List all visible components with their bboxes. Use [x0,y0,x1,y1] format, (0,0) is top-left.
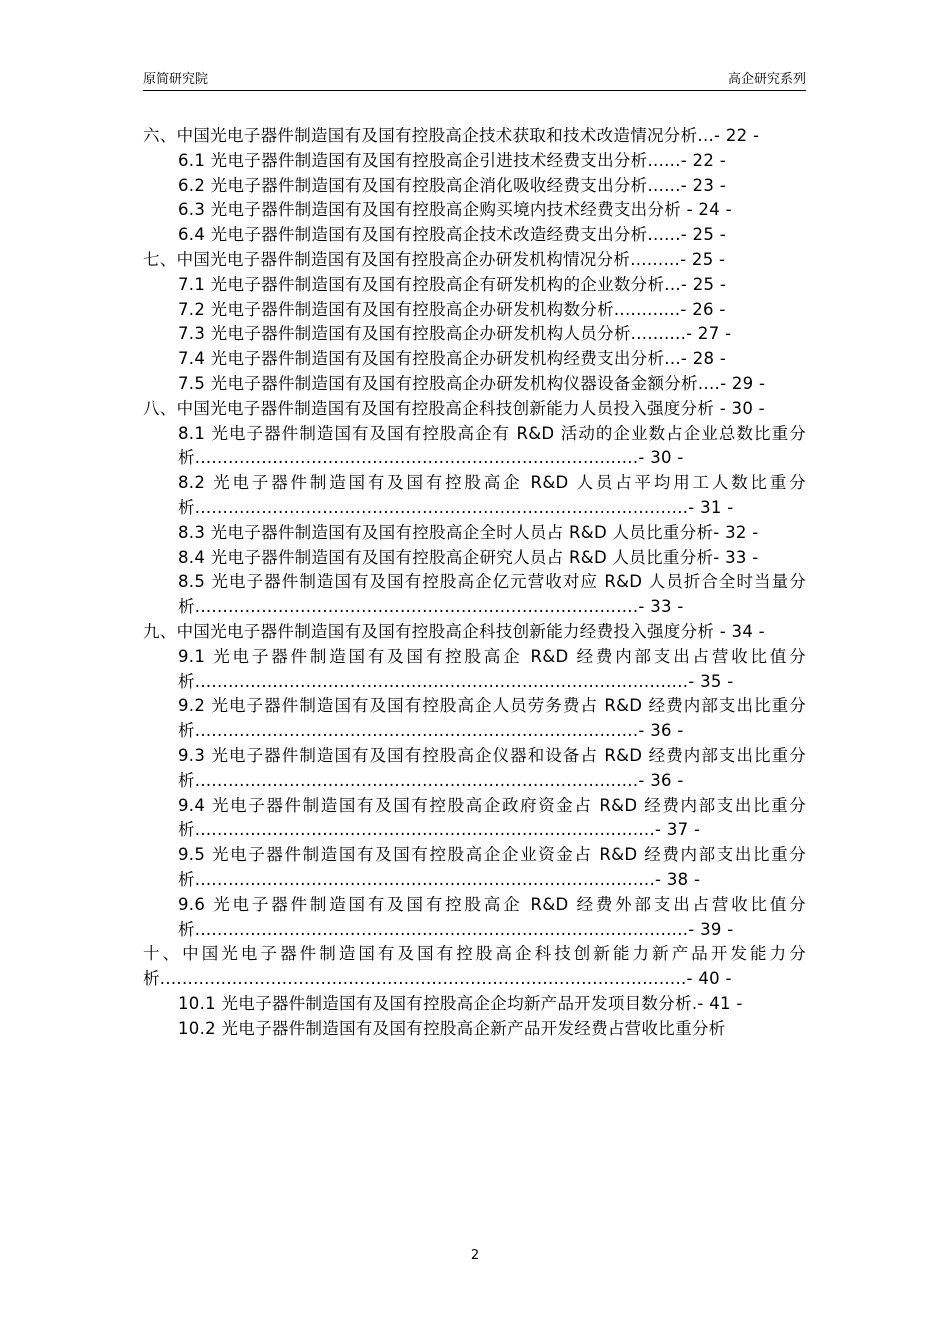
toc-section-link[interactable]: 10.2 光电子器件制造国有及国有控股高企新产品开发经费占营收比重分析 [178,1018,726,1038]
toc-section-link[interactable]: 7.5 光电子器件制造国有及国有控股高企办研发机构仪器设备金额分析....- 29 - [178,373,766,393]
toc-section-link[interactable]: 6.2 光电子器件制造国有及国有控股高企消化吸收经费支出分析......- 23 - [178,175,726,195]
toc-section-link[interactable]: 9.4 光电子器件制造国有及国有控股高企政府资金占 R&D 经费内部支出比重分析...................................................................................- 37 - [178,795,806,840]
toc-section-link[interactable]: 9.5 光电子器件制造国有及国有控股高企企业资金占 R&D 经费内部支出比重分析...................................................................................- 38 - [178,845,806,889]
table-of-contents [143,124,806,1041]
toc-section-link[interactable]: 6.4 光电子器件制造国有及国有控股高企技术改造经费支出分析......- 25 - [178,225,726,245]
page-number: 2 [470,1248,480,1263]
toc-section-link[interactable]: 8.2 光电子器件制造国有及国有控股高企 R&D 人员占平均用工人数比重分析.........................................................................................- 31 - [178,473,806,517]
toc-section-link[interactable]: 10.1 光电子器件制造国有及国有控股高企企均新产品开发项目数分析.- 41 - [178,993,743,1013]
toc-section-link[interactable]: 6.3 光电子器件制造国有及国有控股高企购买境内技术经费支出分析 - 24 - [178,200,732,220]
toc-chapter-link[interactable]: 六、中国光电子器件制造国有及国有控股高企技术获取和技术改造情况分析...- 22 - [143,126,760,145]
toc-section-link[interactable]: 9.2 光电子器件制造国有及国有控股高企人员劳务费占 R&D 经费内部支出比重分析................................................................................- 36 - [178,696,806,741]
toc-section-link[interactable]: 8.4 光电子器件制造国有及国有控股高企研究人员占 R&D 人员比重分析- 33 - [178,547,759,567]
toc-section-link[interactable]: 8.3 光电子器件制造国有及国有控股高企全时人员占 R&D 人员比重分析- 32 - [178,522,759,542]
toc-chapter-link[interactable]: 八、中国光电子器件制造国有及国有控股高企科技创新能力人员投入强度分析 - 30 - [143,398,765,418]
header-series: 高企研究系列 [727,72,806,87]
toc-section-link[interactable]: 7.4 光电子器件制造国有及国有控股高企办研发机构经费支出分析...- 28 - [178,349,727,369]
toc-section-link[interactable]: 8.5 光电子器件制造国有及国有控股高企亿元营收对应 R&D 人员折合全时当量分析................................................................................- 33 - [178,572,806,617]
toc-section-link[interactable]: 7.1 光电子器件制造国有及国有控股高企有研发机构的企业数分析...- 25 - [178,274,727,294]
toc-section-link[interactable]: 9.6 光电子器件制造国有及国有控股高企 R&D 经费外部支出占营收比值分析.........................................................................................- 39 - [178,894,806,939]
header-publisher: 原简研究院 [143,72,209,87]
toc-chapter-link[interactable]: 九、中国光电子器件制造国有及国有控股高企科技创新能力经费投入强度分析 - 34 - [143,621,765,641]
page-header [143,68,806,91]
toc-chapter-link[interactable]: 七、中国光电子器件制造国有及国有控股高企办研发机构情况分析.........- 25 - [143,249,726,269]
toc-section-link[interactable]: 6.1 光电子器件制造国有及国有控股高企引进技术经费支出分析......- 22 - [178,150,726,170]
toc-section-link[interactable]: 9.1 光电子器件制造国有及国有控股高企 R&D 经费内部支出占营收比值分析.........................................................................................- 35 - [178,646,806,691]
toc-section-link[interactable]: 9.3 光电子器件制造国有及国有控股高企仪器和设备占 R&D 经费内部支出比重分析................................................................................- 36 - [178,745,806,790]
toc-chapter-link[interactable]: 十、中国光电子器件制造国有及国有控股高企科技创新能力新产品开发能力分析...............................................................................................- 40 - [143,944,806,989]
toc-section-link[interactable]: 8.1 光电子器件制造国有及国有控股高企有 R&D 活动的企业数占企业总数比重分析................................................................................- 30 - [178,423,806,468]
toc-section-link[interactable]: 7.3 光电子器件制造国有及国有控股高企办研发机构人员分析..........- 27 - [178,324,732,344]
toc-section-link[interactable]: 7.2 光电子器件制造国有及国有控股高企办研发机构数分析............- 26 - [178,299,726,319]
